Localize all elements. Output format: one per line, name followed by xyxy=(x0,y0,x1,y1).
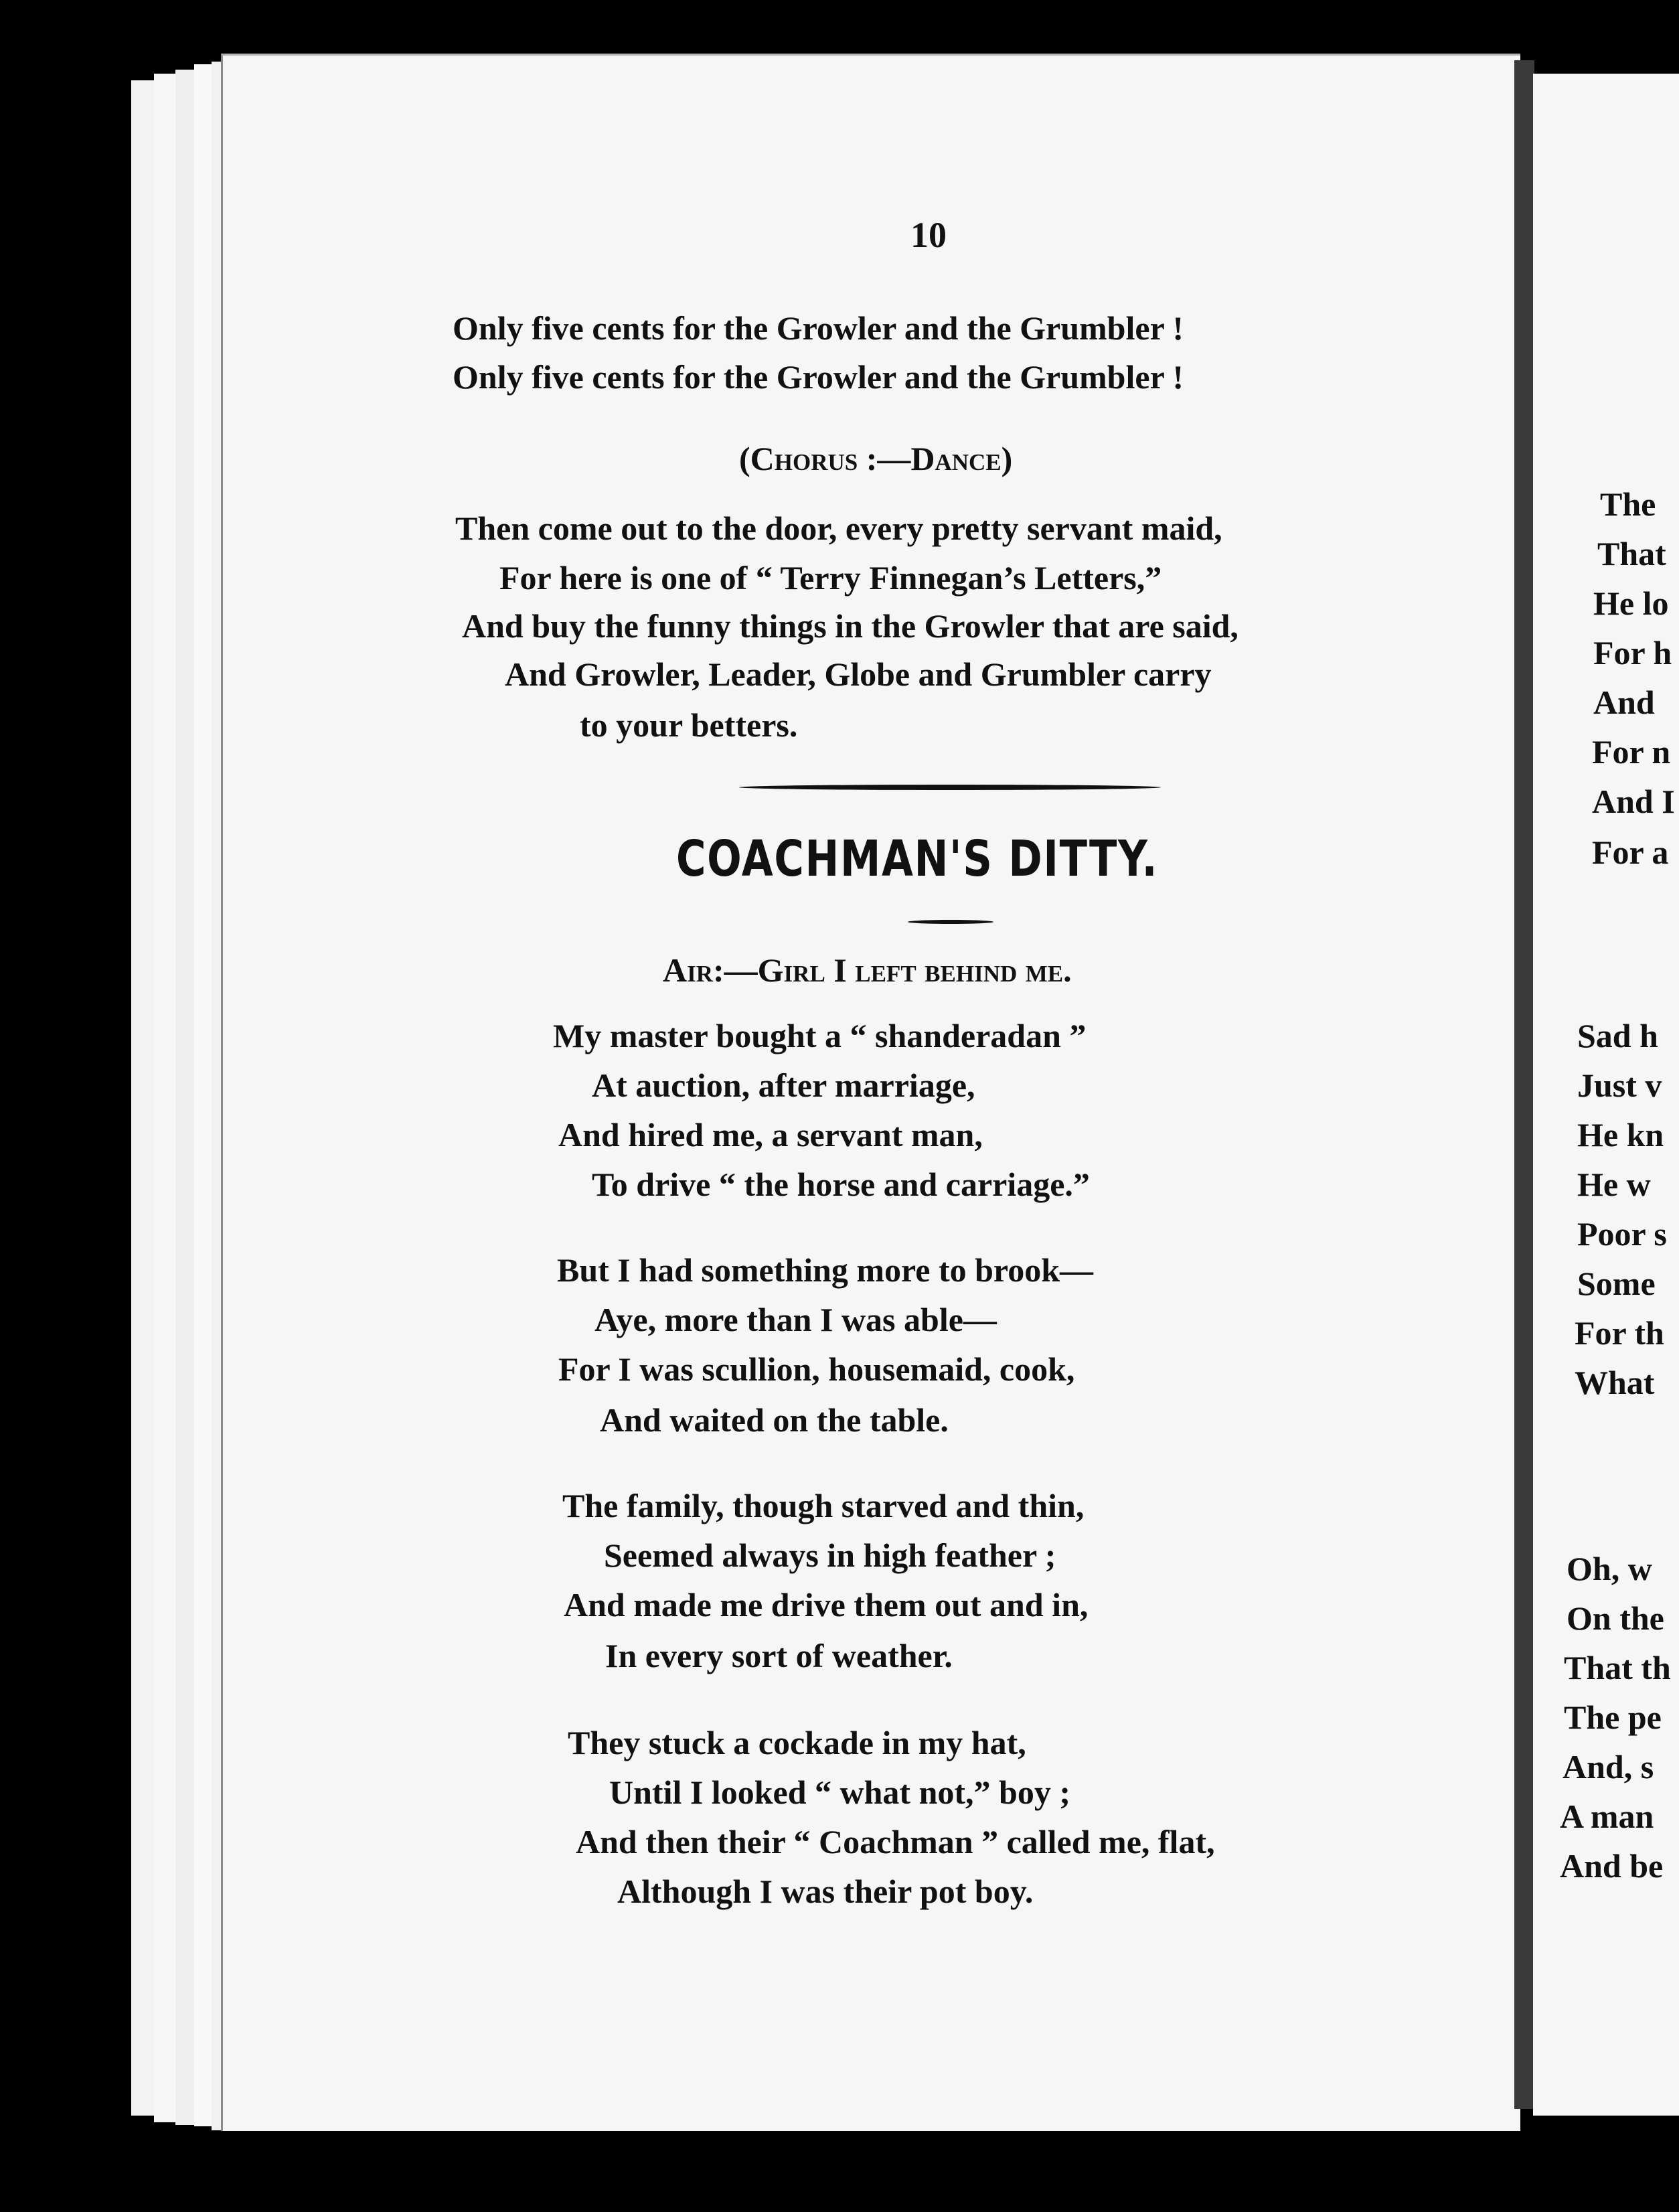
right-page-line: He kn xyxy=(1577,1116,1664,1154)
stanza-line: And waited on the table. xyxy=(600,1401,949,1439)
right-page-line: Poor s xyxy=(1577,1215,1667,1253)
page-number: 10 xyxy=(910,215,947,255)
right-page-line: And, s xyxy=(1563,1748,1654,1786)
stanza-line: To drive “ the horse and carriage.” xyxy=(592,1166,1090,1203)
intro-line: Only five cents for the Growler and the Grumbler ! xyxy=(453,309,1184,347)
right-page-line: For h xyxy=(1593,634,1672,672)
chorus-line: to your betters. xyxy=(580,706,798,744)
stanza-line: The family, though starved and thin, xyxy=(562,1487,1085,1524)
stanza-line: Seemed always in high feather ; xyxy=(604,1536,1056,1574)
stanza-line: And then their “ Coachman ” called me, flat, xyxy=(576,1823,1215,1861)
stanza-line: And made me drive them out and in, xyxy=(564,1586,1089,1624)
stanza-line: My master bought a “ shanderadan ” xyxy=(553,1017,1087,1054)
right-page-line: And I xyxy=(1592,783,1675,820)
right-page-line: For a xyxy=(1592,834,1669,871)
right-page xyxy=(1533,74,1679,2116)
right-page-line: What xyxy=(1575,1364,1655,1401)
chorus-heading: (Chorus :—Dance) xyxy=(739,440,1013,477)
stanza-line: For I was scullion, housemaid, cook, xyxy=(558,1350,1075,1388)
right-page-line: For th xyxy=(1575,1314,1664,1352)
stanza-line: Although I was their pot boy. xyxy=(617,1873,1034,1910)
song-title: COACHMAN'S DITTY. xyxy=(676,830,1159,888)
chorus-line: For here is one of “ Terry Finnegan’s Letters,” xyxy=(499,559,1162,597)
right-page-line: He w xyxy=(1577,1166,1651,1203)
right-page-line: That th xyxy=(1564,1649,1671,1686)
stanza-line: Until I looked “ what not,” boy ; xyxy=(609,1773,1070,1811)
right-page-line: The pe xyxy=(1564,1698,1662,1736)
stanza-line: They stuck a cockade in my hat, xyxy=(568,1724,1026,1761)
right-page-line: Sad h xyxy=(1577,1017,1658,1054)
chorus-line: And Growler, Leader, Globe and Grumbler carry xyxy=(505,655,1212,693)
right-page-line: Oh, w xyxy=(1567,1550,1652,1587)
right-page-line: On the xyxy=(1567,1599,1664,1637)
right-page-line: And be xyxy=(1560,1847,1664,1885)
air-line: Air:—Girl I left behind me. xyxy=(663,951,1072,989)
stanza-line: Aye, more than I was able— xyxy=(594,1301,997,1338)
right-page-line: He lo xyxy=(1593,584,1669,622)
stanza-line: In every sort of weather. xyxy=(605,1637,953,1674)
stanza-line: But I had something more to brook— xyxy=(557,1251,1094,1289)
right-page-line: A man xyxy=(1560,1798,1654,1835)
right-page-line: And xyxy=(1593,684,1655,721)
right-page-line: For n xyxy=(1592,733,1671,771)
book-gutter xyxy=(1514,60,1534,2109)
title-ornament xyxy=(908,920,993,924)
chorus-line: Then come out to the door, every pretty servant maid, xyxy=(455,509,1222,547)
right-page-line: That xyxy=(1597,535,1666,572)
stanza-line: And hired me, a servant man, xyxy=(558,1116,983,1154)
intro-line: Only five cents for the Growler and the Grumbler ! xyxy=(453,358,1184,396)
chorus-line: And buy the funny things in the Growler that are said, xyxy=(462,607,1238,645)
right-page-line: Some xyxy=(1577,1265,1656,1302)
stanza-line: At auction, after marriage, xyxy=(592,1066,975,1104)
right-page-line: Just v xyxy=(1577,1066,1662,1104)
section-divider xyxy=(739,785,1161,790)
right-page-line: The xyxy=(1600,485,1656,523)
